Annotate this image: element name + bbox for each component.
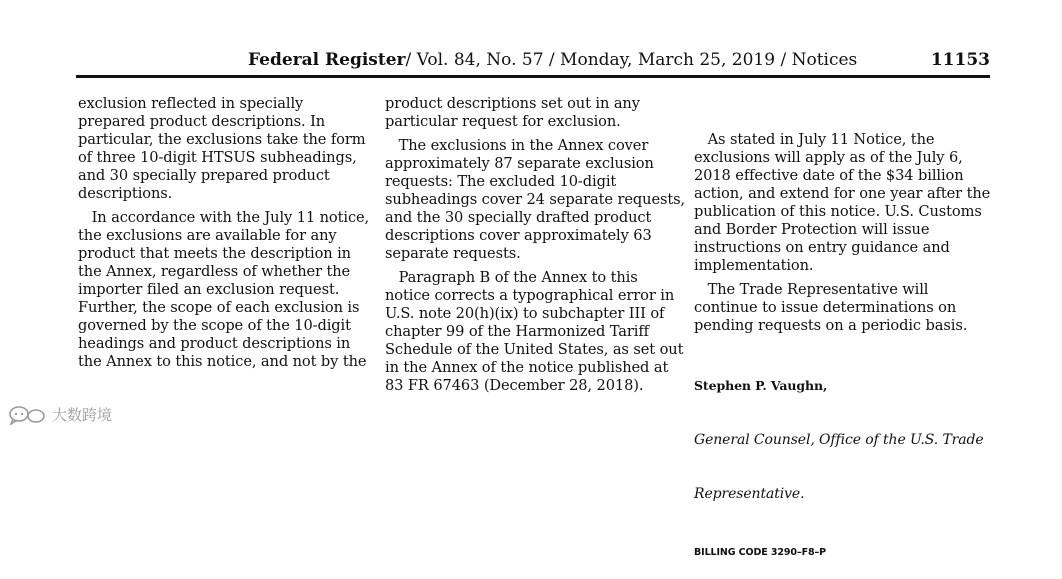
billing-code: BILLING CODE 3290–F8–P [694,547,827,558]
text-line: the Annex, regardless of whether the [78,263,351,280]
text-line: governed by the scope of the 10-digit [78,317,351,334]
text-line: The exclusions in the Annex cover [385,137,649,154]
text-line: notice corrects a typographical error in [385,287,675,304]
text-line: the exclusions are available for any [78,227,337,244]
text-line: In accordance with the July 11 notice, [78,209,370,226]
text-line: and 30 specially prepared product [78,167,330,184]
text-line: Paragraph B of the Annex to this [385,269,638,286]
text-line: Further, the scope of each exclusion is [78,299,360,316]
volume-date-section: / Vol. 84, No. 57 / Monday, March 25, 2019 / Notices [405,50,858,70]
text-line: product that meets the description in [78,245,351,262]
text-line: particular, the exclusions take the form [78,131,366,148]
text-line: approximately 87 separate exclusion [385,155,654,172]
text-line: separate requests. [385,245,521,262]
text-line: product descriptions set out in any [385,95,640,112]
text-line: and the 30 specially drafted product [385,209,652,226]
text-line: and Border Protection will issue [694,221,930,238]
text-line: requests: The excluded 10-digit [385,173,617,190]
text-line: the Annex to this notice, and not by the [78,353,367,370]
text-line: chapter 99 of the Harmonized Tariff [385,323,649,340]
wechat-bubble-icon [8,405,48,425]
text-line: of three 10-digit HTSUS subheadings, [78,149,357,166]
text-line: pending requests on a periodic basis. [694,317,968,334]
text-line: descriptions cover approximately 63 [385,227,652,244]
text-line: The Trade Representative will [694,281,929,298]
text-line: exclusion reflected in specially [78,95,304,112]
text-line: particular request for exclusion. [385,113,621,130]
text-line: implementation. [694,257,814,274]
text-line: in the Annex of the notice published at [385,359,669,376]
page-number: 11153 [930,50,990,70]
text-line: publication of this notice. U.S. Customs [694,203,982,220]
text-column-2 [385,95,685,395]
text-line: prepared product descriptions. In [78,113,326,130]
header-citation [248,48,857,72]
text-line: 83 FR 67463 (December 28, 2018). [385,377,644,394]
running-header [78,48,990,72]
header-rule [76,75,990,78]
text-line: 2018 effective date of the $34 billion [694,167,964,184]
text-line: Schedule of the United States, as set out [385,341,684,358]
text-line: headings and product descriptions in [78,335,351,352]
signer-name: Stephen P. Vaughn, [694,378,828,393]
text-line: U.S. note 20(h)(ix) to subchapter III of [385,305,665,322]
publication-name: Federal Register [248,50,406,70]
text-line: As stated in July 11 Notice, the [694,131,935,148]
text-column-1 [78,95,369,371]
watermark [8,404,158,426]
text-line: continue to issue determinations on [694,299,957,316]
text-line: importer filed an exclusion request. [78,281,340,298]
text-line: instructions on entry guidance and [694,239,950,256]
signer-title-line-1: General Counsel, Office of the U.S. Trade [694,432,984,448]
text-line: action, and extend for one year after the [694,185,991,202]
text-line: exclusions will apply as of the July 6, [694,149,963,166]
watermark-text: 大数跨境 [52,406,113,424]
signer-title-line-2: Representative. [694,486,805,502]
text-line: subheadings cover 24 separate requests, [385,191,686,208]
text-line: descriptions. [78,185,173,202]
text-column-3 [694,95,990,579]
